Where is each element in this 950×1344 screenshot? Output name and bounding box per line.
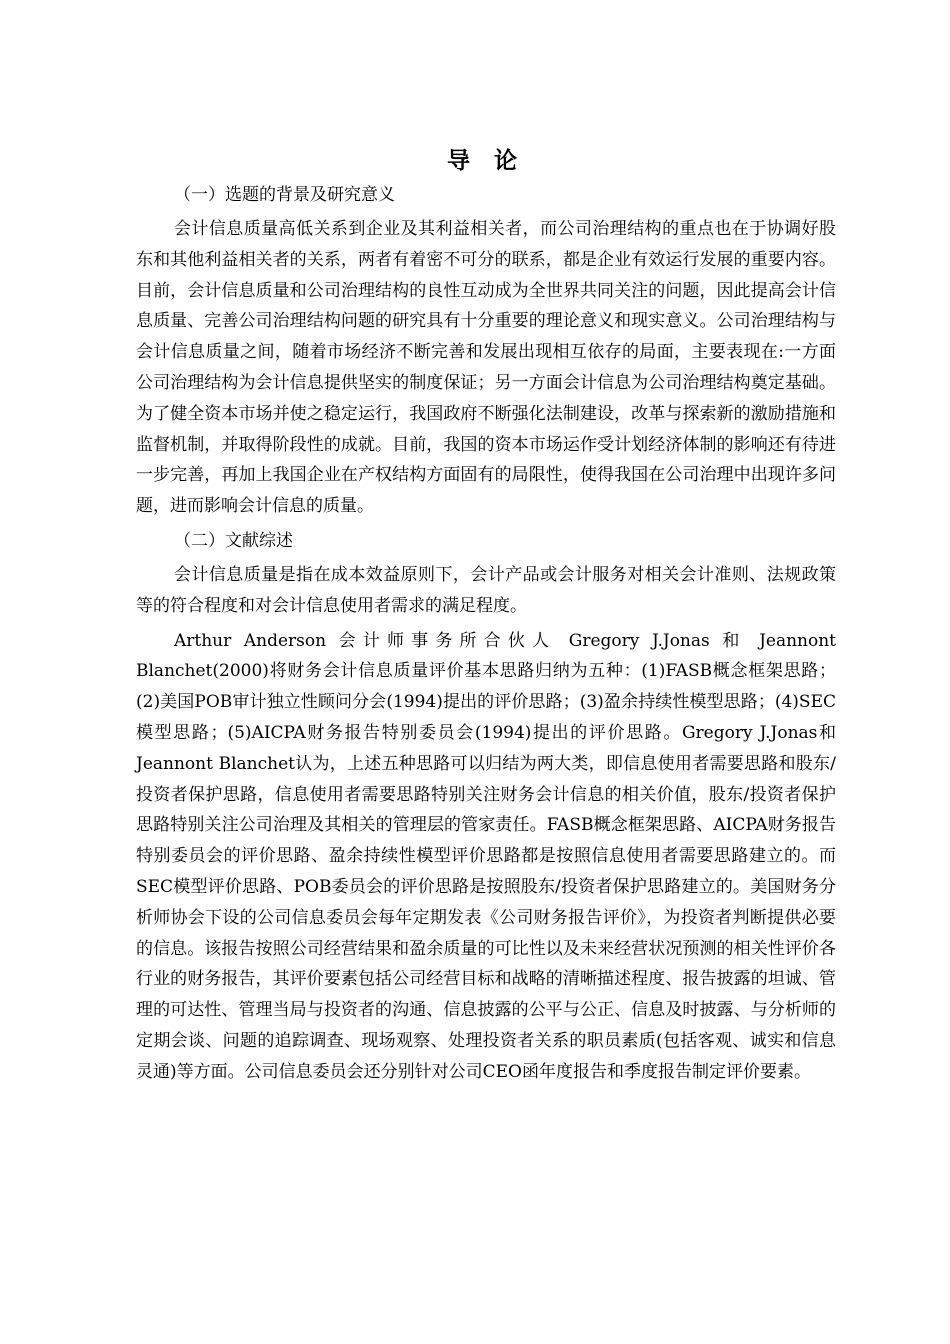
page-content bbox=[136, 140, 836, 1088]
section-heading-literature-review: （二）文献综述 bbox=[174, 530, 293, 551]
paragraph-background: 会计信息质量高低关系到企业及其利益相关者，而公司治理结构的重点也在于协调好股东和其他利益相关者的关系，两者有着密不可分的联系，都是企业有效运行发展的重要内容。目前，会计信息质量和公司治理结构的良性互动成为全世界共同关注的问题，因此提高会计信息质量、完善公司治理结构问题的研究具有十分重要的理论意义和现实意义。公司治理结构与会计信息质量之间，随着市场经济不断完善和发展出现相互依存的局面，主要表现在:一方面公司治理结构为会计信息提供坚实的制度保证；另一方面会计信息为公司治理结构奠定基础。为了健全资本市场并使之稳定运行，我国政府不断强化法制建设，改革与探索新的激励措施和监督机制，并取得阶段性的成就。目前，我国的资本市场运作受计划经济体制的影响还有待进一步完善，再加上我国企业在产权结构方面固有的局限性，使得我国在公司治理中出现许多问题，进而影响会计信息的质量。 bbox=[136, 219, 836, 517]
paragraph-definition: 会计信息质量是指在成本效益原则下，会计产品或会计服务对相关会计准则、法规政策等的符合程度和对会计信息使用者需求的满足程度。 bbox=[136, 564, 836, 616]
paragraph-literature: Arthur Anderson 会计师事务所合伙人 Gregory J.Jonas 和 Jeannont Blanchet(2000)将财务会计信息质量评价基本思路归纳为五种：(1)FASB概念框架思路；(2)美国POB审计独立性顾问分会(1994)提出的评价思路；(3)盈余持续性模型思路；(4)SEC模型思路；(5)AICPA财务报告特别委员会(1994)提出的评价思路。Gregory J.Jonas和Jeannont Blanchet认为，上述五种思路可以归结为两大类，即信息使用者需要思路和股东/投资者保护思路，信息使用者需要思路特别关注财务会计信息的相关价值，股东/投资者保护思路特别关注公司治理及其相关的管理层的管家责任。FASB概念框架思路、AICPA财务报告特别委员会的评价思路、盈余持续性模型评价思路都是按照信息使用者需要思路建立的。而SEC模型评价思路、POB委员会的评价思路是按照股东/投资者保护思路建立的。美国财务分析师协会下设的公司信息委员会每年定期发表《公司财务报告评价》，为投资者判断提供必要的信息。该报告按照公司经营结果和盈余质量的可比性以及未来经营状况预测的相关性评价各行业的财务报告，其评价要素包括公司经营目标和战略的清晰描述程度、报告披露的坦诚、管理的可达性、管理当局与投资者的沟通、信息披露的公平与公正、信息及时披露、与分析师的定期会谈、问题的追踪调查、现场观察、处理投资者关系的职员素质(包括客观、诚实和信息灵通)等方面。公司信息委员会还分别针对公司CEO函年度报告和季度报告制定评价要素。 bbox=[136, 630, 836, 1082]
section-heading-background: （一）选题的背景及研究意义 bbox=[174, 185, 395, 205]
page-title: 导 论 bbox=[446, 148, 525, 174]
